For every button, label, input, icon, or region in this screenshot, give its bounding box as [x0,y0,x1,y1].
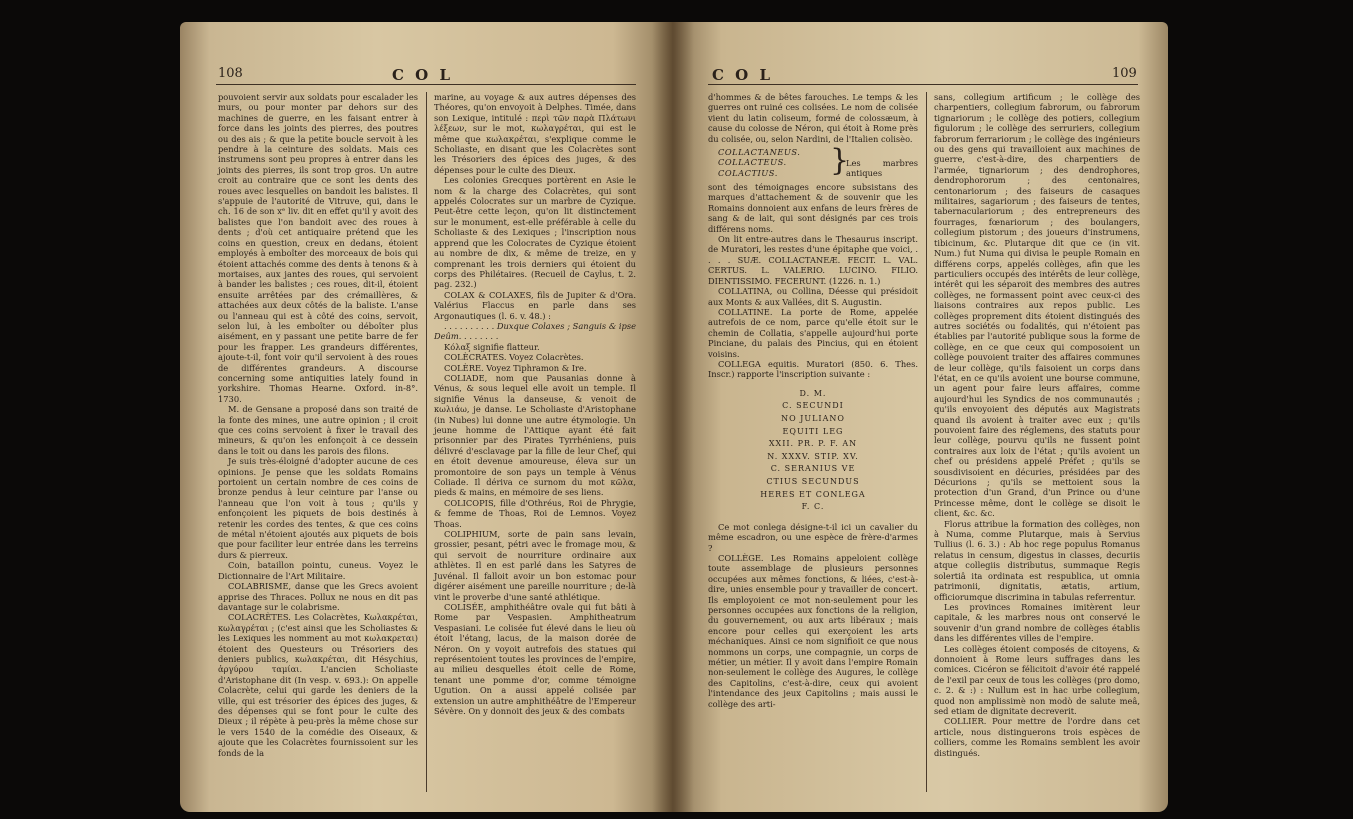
paragraph: COLAX & COLAXES, fils de Jupiter & d'Ora. Valérius Flaccus en parle dans ses Argonautiques (l. 6. v. 48.) : [434,289,636,321]
left-column-2 [434,92,636,716]
paragraph: COLLATINE. La porte de Rome, appelée autrefois de ce nom, parce qu'elle étoit sur le chemin de Collatia, s'appelle aujourd'hui porte Pinciane, du palais des Pincius, qui en étoient voisins. [708,306,918,359]
inscription-line: C. SERANIUS VE [770,464,856,474]
page-number-right: 109 [1112,66,1137,81]
paragraph: Ce mot conlega désigne-t-il ici un cavalier du même escadron, ou une espèce de frère-d'armes ? [708,521,918,553]
inscription-line: HERES ET CONLEGA [760,489,866,499]
paragraph: sans, collegium artificum ; le collège des charpentiers, collegium fabrorum, ou fabrorum tignariorum ; le collège des potiers, collegium figulorum ; le collège des serruriers, collegium fabrorum ferrariorum ; le collège des ingénieurs ou des gens qui travailloient aux machines de guerre, c'est-à-dire, des charpentiers de l'armée, tignariorum ; des dendrophores, dendrophororum ; des centonaires, centonariorum ; des faiseurs de casaques militaires, sagariorum ; des faiseurs de tentes, tabernaculariorum ; des entrepreneurs des fourrages, fœnariorum ; des boulangers, collegium pistorum ; des joueurs d'instrumens, tibicinum, &c. Plutarque dit que ce (in vit. Num.) fut Numa qui divisa le peuple Romain en différens corps, appelés collèges, afin que les particuliers occupés des intérêts de leur collège, intérêt qui les séparoit des membres des autres collèges, ne formassent point avec ceux-ci des liaisons contraires aux repos public. Les collèges proprement dits étoient distingués des autres sociétés ou fodalités, qui n'étoient pas établies par l'autorité publique sous la forme de collège, en ce que ceux qui composoient un collège pouvoient traiter des affaires communes de leur collège, qu'ils faisoient un corps dans l'état, en ce qu'ils avoient une bourse commune, un agent pour faire leurs affaires, comme aujourd'hui les Syndics de nos communautés ; qu'ils envoyoient des députés aux Magistrats quand ils avoient à traiter avec eux ; qu'ils pouvoient faire des réglemens, des statuts pour leur collège, pourvu qu'ils ne fussent point contraires aux loix de l'état ; qu'ils avoient un chef ou présidens appelé Préfet ; qu'ils se sousdivisoient en décuries, présidées par des Décurions ; qu'ils se mettoient sous la protection d'un Grand, d'un Prince ou d'une Princesse même, dont le collège se disoit le client, &c. &c. [934,92,1140,519]
inscription-block [708,388,918,514]
paragraph: COLIPHIUM, sorte de pain sans levain, grossier, pesant, pétri avec le fromage mou, & qui servoit de nourriture ordinaire aux athlètes. Il en est parlé dans les Satyres de Juvénal. Il falloit avoir un bon estomac pour digérer aisément une pareille nourriture ; de-là vint le proverbe d'une santé athlétique. [434,529,636,602]
paragraph: sont des témoignages encore subsistans des marques d'attachement & de souvenir que les Romains donnoient aux enfans de leurs frères de sang & de lait, qui sont désignés par ces trois différens noms. [708,182,918,234]
column-divider [426,92,427,792]
paragraph: d'hommes & de bêtes farouches. Le temps & les guerres ont ruiné ces colisées. Le nom de colisée vient du latin coliseum, formé de colossæum, à cause du colosse de Néron, qui étoit à Rome près du colisée, ou, selon Nardini, de l'Italien colisèo. [708,92,918,144]
book-spread [180,22,1168,812]
paragraph: COLLEGA equitis. Muratori (850. 6. Thes. Inscr.) rapporte l'inscription suivante : [708,358,918,380]
right-column-2 [934,92,1140,758]
running-header-left: C O L [392,66,453,84]
paragraph: COLÈCRATES. Voyez Colacrètes. [444,352,584,363]
marble-description: Les marbres antiques [846,158,918,179]
paragraph: Les provinces Romaines imitèrent leur capitale, & les marbres nous ont conservé le souvenir d'un grand nombre de collèges établis dans les différentes villes de l'empire. [934,601,1140,644]
paragraph: Les colonies Grecques portèrent en Asie le nom & la charge des Colacrètes, qui sont appelés Colocrates sur un marbre de Cyzique. Peut-être cette leçon, qu'on lit distinctement sur le monument, est-elle préférable à celle du Scholiaste & des Lexiques ; l'inscription nous apprend que les Colocrates de Cyzique étoient au nombre de dix, & même de treize, en y comprenant les trois derniers qui étoient du corps des Philétaires. (Recueil de Caylus, t. 2. pag. 232.) [434,175,636,290]
inscription-line: N. XXXV. STIP. XV. [767,451,859,461]
header-rule-right [708,84,1138,85]
paragraph: COLABRISME, danse que les Grecs avoient apprise des Thraces. Pollux ne nous en dit pas davantage sur le colabrisme. [218,581,418,612]
paragraph: COLISÉE, amphithéâtre ovale qui fut bâti à Rome par Vespasien. Amphitheatrum Vespasiani. Le colisée fut élevé dans le lieu où étoit l'étang, lacus, de la maison dorée de Néron. On y voyoit autrefois des statues qui représentoient toutes les provinces de l'empire, au milieu desquelles étoit celle de Rome, tenant une pomme d'or, comme témoigne Ugution. On a aussi appelé colisée par extension un autre amphithéâtre de l'Empereur Sévère. On y donnoit des jeux & des combats [434,601,636,716]
paragraph: COLÈRE. Voyez Tiphramon & Ire. [444,362,587,373]
left-column-1 [218,92,418,758]
left-page [180,22,672,812]
paragraph: On lit entre-autres dans le Thesaurus inscript. de Muratori, les restes d'une épitaphe que voici, . . . . SUÆ. COLLACTANEÆ. FECIT. L. VAL. CERTUS. L. VALERIO. LUCINO. FILIO. DIENTISSIMO. FECERUNT. (1226. n. 1.) [708,234,918,286]
brace-glyph: } [830,143,850,179]
paragraph: M. de Gensane a proposé dans son traité de la fonte des mines, une autre opinion ; il croit que ces coins servoient à fixer le travail des mineurs, & qu'on les enfonçoit à ce dessein dans le toit ou dans les parois des filons. [218,404,418,456]
paragraph: Κόλαξ signifie flatteur. [444,341,540,352]
paragraph: Les collèges étoient composés de citoyens, & donnoient à Rome leurs suffrages dans les comices. Cicéron se félicitoit d'avoir été rappelé de l'exil par ceux de tous les collèges (pro domo, c. 2. & :) : Nullum est in hac urbe collegium, quod non amplissimè non modò de salute meâ, sed etiam de dignitate decreverit. [934,643,1140,716]
paragraph: Coin, bataillon pointu, cuneus. Voyez le Dictionnaire de l'Art Militaire. [218,560,418,581]
inscription-line: D. M. [799,388,827,398]
inscription-line: CTIUS SECUNDUS [766,476,860,486]
paragraph: COLLIER. Pour mettre de l'ordre dans cet article, nous distinguerons trois espèces de colliers, comme les Romains semblent les avoir distingués. [934,716,1140,758]
inscription-line: NO JULIANO [781,413,845,423]
paragraph: pouvoient servir aux soldats pour escalader les murs, ou pour monter par dehors sur des machines de guerre, en les faisant entrer à force dans les joints des pierres, des poutres ou des ais ; & que la petite boucle servoit à les pendre à la ceinture des soldats. Mais ces instrumens sont peu propres à entrer dans les joints des pierres, ils sont trop gros. Un autre croit au contraire que ce sont les dents des roues avec lesquelles on bandoit les balistes. Il s'appuie de l'autorité de Vitruve, qui, dans le ch. 16 de son xᵉ liv. dit en effet qu'il y avoit des balistes que l'on bandoit avec des roues à dents ; d'où cet antiquaire prétend que les coins en question, creux en dedans, étoient employés à emboîter des morceaux de bois qui étoient attachés comme des dents à tenons & à mortaises, aux jantes des roues, qui servoient à bander les balistes ; ces roues, dit-il, étoient ensuite arrêtées par des crémaillères, & attachées aux deux côtés de la baliste. L'anse ou l'anneau qui est à côté des coins, servoit, selon lui, à les emboîter ou déboîter plus aisément, en y passant une petite barre de fer pour les frapper. Les grandeurs différentes, ajoute-t-il, font voir qu'il servoient à des roues de différentes grandeurs. A discourse concerning some antiquities lately found in yorkshire. Thomas Hearne. Oxford. in-8°. 1730. [218,92,418,404]
paragraph: COLIADE, nom que Pausanias donne à Vénus, & sous lequel elle avoit un temple. Il signifie Vénus la danseuse, & venoit de κωλιάω, je danse. Le Scholiaste d'Aristophane (in Nubes) lui donne une autre étymologie. Un jeune homme de l'Attique ayant été fait prisonnier par des Pirates Tyrrhéniens, puis délivré d'esclavage par la fille de leur Chef, qui en étoit devenue amoureuse, éleva sur un promontoire de son pays un temple à Vénus Coliade. Il dériva ce surnom du mot κῶλα, pieds & mains, en mémoire de ses liens. [434,372,636,498]
column-divider [926,92,927,792]
inscription-line: XXII. PR. P. F. AN [768,439,858,449]
paragraph: Florus attribue la formation des collèges, non à Numa, comme Plutarque, mais à Servius Tullius (l. 6. 3.) : Ab hoc rege populus Romanus relatus in censum, digestus in classes, decuriis atque collegiis distributus, summaque Regis solertiâ ita ordinata est respublica, ut omnia patrimonii, dignitatis, ætatis, artium, officiorumque discrimina in tabulas referrentur. [934,518,1140,602]
marbles-brace-group [718,143,918,179]
inscription-line: EQUITI LEG [782,426,844,436]
verse-quote: . . . . . . . . . . Duxque Colaxes ; Sanguis & ipse Deûm. . . . . . . . [434,320,636,342]
paragraph: Je suis très-éloigné d'adopter aucune de ces opinions. Je pense que les soldats Romains portoient un certain nombre de ces coins de bronze pendus à leur ceinture par l'anse ou l'anneau que l'on voit à tous ; qu'ils y enfonçoient les piquets de bois destinés à retenir les cordes des tentes, & que ces coins de métal n'étoient ajoutés aux piquets de bois que pour faciliter leur entrée dans les terreins durs & pierreux. [218,456,418,560]
paragraph: COLLATINA, ou Collina, Déesse qui présidoit aux Monts & aux Vallées, dit S. Augustin. [708,286,918,307]
right-column-1 [708,92,918,709]
running-header-right: C O L [712,66,773,84]
header-rule-left [216,84,636,85]
paragraph: COLACRÈTES. Les Colacrètes, Κωλακρέται, κωλαγρέται ; (c'est ainsi que les Scholiastes & les Lexiques les nomment au mot κωλακρεται) étoient des Questeurs ou Trésoriers des deniers publics, κωλακρέται, dit Hésychius, ἀργύρου ταμίαι. L'ancien Scholiaste d'Aristophane dit (In vesp. v. 693.): On appelle Colacrète, celui qui garde les deniers de la ville, qui est trésorier des épices des juges, & des dépenses qui se font pour le culte des Dieux ; il répète à peu-près la même chose sur le vers 1540 de la comédie des Oiseaux, & ajoute que les Colacrètes fournissoient sur les fonds de la [218,612,418,758]
right-page [672,22,1168,812]
marble-name: COLLACTANEUS. [718,147,801,158]
inscription-line: F. C. [801,502,825,512]
paragraph: COLLÈGE. Les Romains appeloient collège toute assemblage de plusieurs personnes occupées aux mêmes fonctions, & liées, c'est-à-dire, unies ensemble pour y travailler de concert. Ils employoient ce mot non-seulement pour les personnes occupées aux fonctions de la religion, du gouvernement, ou aux arts libéraux ; mais encore pour celles qui exerçoient les arts méchaniques. Ainsi ce nom signifioit ce que nous nommons un corps, une compagnie, un corps de métier, un métier. Il y avoit dans l'empire Romain non-seulement le collège des Augures, le collège des Capitolins, c'est-à-dire, ceux qui avoient l'intendance des jeux Capitolins ; mais aussi le collège des arti- [708,552,918,709]
page-number-left: 108 [218,66,243,81]
paragraph: COLICOPIS, fille d'Othréus, Roi de Phrygie, & femme de Thoas, Roi de Lemnos. Voyez Thoas. [434,497,636,529]
inscription-line: C. SECUNDI [782,401,844,411]
paragraph: marine, au voyage & aux autres dépenses des Théores, qu'on envoyoit à Delphes. Timée, dans son Lexique, intitulé : περὶ τῶν παρὰ Πλάτωνι λέξεων, sur le mot, κωλαγρέται, qui est le même que κωλακρέται, s'explique comme le Scholiaste, en disant que les Colacrètes sont les Trésoriers des épices des juges, & des dépenses pour le culte des Dieux. [434,92,636,175]
marble-name: COLACTIUS. [718,167,778,178]
marble-name: COLLACTEUS. [718,157,787,168]
